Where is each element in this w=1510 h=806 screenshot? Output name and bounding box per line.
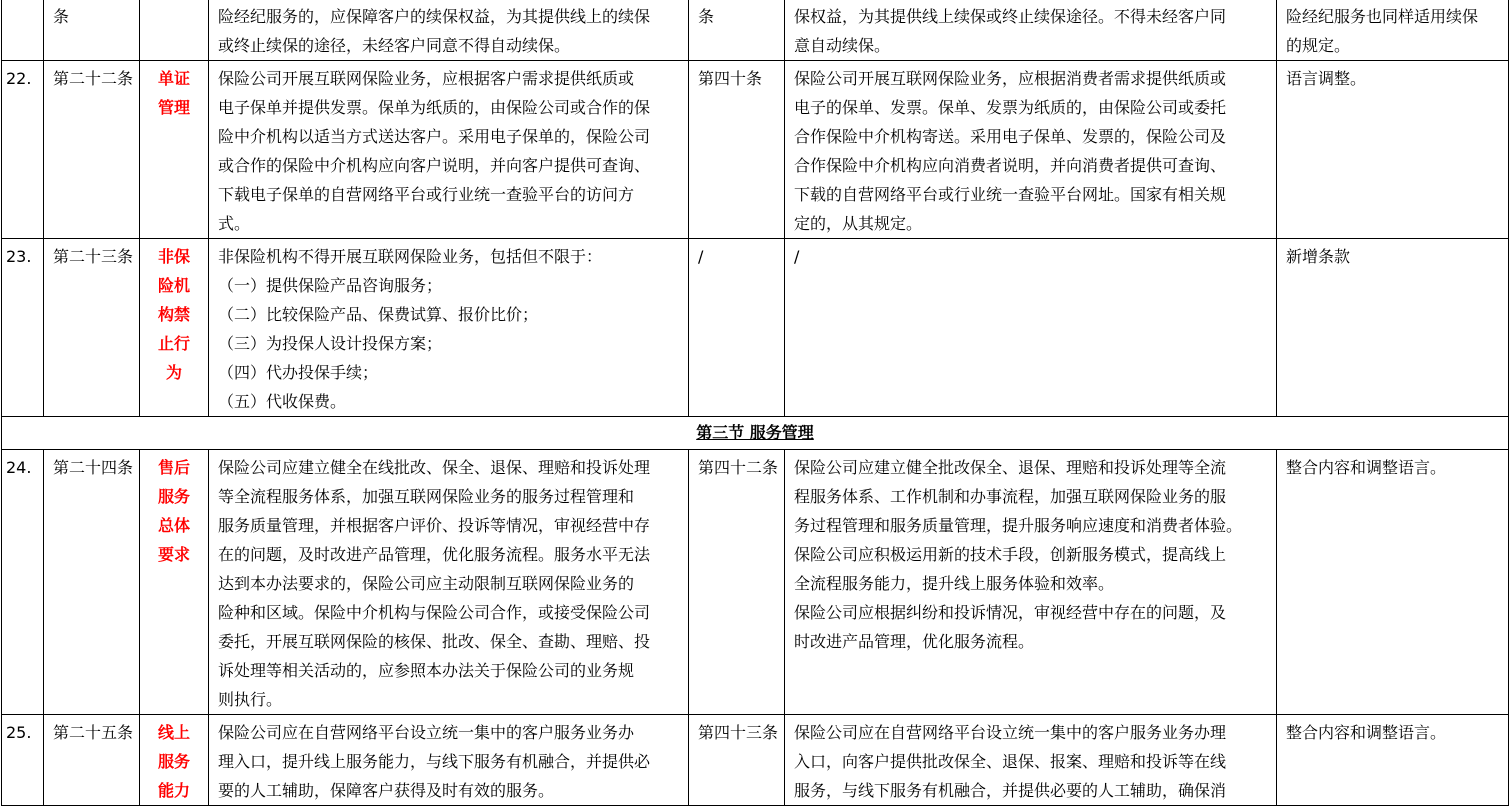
new-article-text-line: 理入口，提升线上服务能力，与线下服务有机融合，并提供必 — [218, 752, 651, 771]
topic-label-line: 要求 — [157, 545, 190, 564]
new-article-text-line: 保险公司应在自营网络平台设立统一集中的客户服务业务办 — [218, 723, 635, 742]
old-article-text-cell — [785, 0, 1277, 61]
new-article-text-cell — [209, 0, 689, 61]
old-article-text-line: 保权益，为其提供线上续保或终止续保途径。不得未经客户同 — [794, 7, 1227, 26]
old-article-text-line: 意自动续保。 — [794, 36, 891, 55]
table-row — [2, 450, 1509, 715]
new-article-text-line: 下载电子保单的自营网络平台或行业统一查验平台的访问方 — [218, 185, 635, 204]
table-row — [2, 239, 1509, 417]
new-article-text-line: 或合作的保险中介机构应向客户说明，并向客户提供可查询、 — [218, 156, 651, 175]
row-number-cell — [2, 61, 44, 239]
section-title: 第三节 服务管理 — [696, 423, 814, 442]
topic-label-line: 单证 — [157, 69, 190, 88]
topic-label-cell — [140, 715, 209, 806]
article-number-cell — [44, 450, 140, 715]
new-article-text-cell — [209, 715, 689, 806]
old-article-text-cell — [785, 450, 1277, 715]
old-article-number: 第四十三条 — [698, 723, 779, 742]
old-article-text-line: 合作保险中介机构应向消费者说明，并向消费者提供可查询、 — [794, 156, 1227, 175]
old-article-number-cell — [689, 715, 785, 806]
topic-label-line: 服务 — [157, 752, 190, 771]
old-article-text-line: 全流程服务能力，提升线上服务体验和效率。 — [794, 574, 1115, 593]
topic-label-line: 管理 — [157, 98, 190, 117]
old-article-number: / — [698, 247, 704, 266]
new-article-text-cell — [209, 61, 689, 239]
old-article-text-cell — [785, 715, 1277, 806]
topic-label-line: 能力 — [157, 781, 190, 800]
old-article-text-line: 电子的保单、发票。保单、发票为纸质的，由保险公司或委托 — [794, 98, 1227, 117]
article-number-cell — [44, 0, 140, 61]
article-number: 第二十五条 — [53, 723, 134, 742]
new-article-text-line: 要的人工辅助，保障客户获得及时有效的服务。 — [218, 781, 555, 800]
section-title-cell — [2, 417, 1509, 450]
revision-note-line: 整合内容和调整语言。 — [1286, 458, 1447, 477]
row-number: 25. — [6, 723, 32, 742]
table-body-lower — [2, 450, 1509, 806]
row-number: 22. — [6, 69, 32, 88]
topic-label-cell — [140, 450, 209, 715]
new-article-text-line: 服务质量管理，并根据客户评价、投诉等情况，审视经营中存 — [218, 516, 651, 535]
section-header-row — [2, 417, 1509, 450]
topic-label-line: 止行 — [157, 334, 190, 353]
old-article-text-line: 保险公司开展互联网保险业务，应根据消费者需求提供纸质或 — [794, 69, 1227, 88]
old-article-number: 条 — [698, 7, 715, 26]
topic-label-line: 总体 — [157, 516, 190, 535]
new-article-text-line: （三）为投保人设计投保方案； — [218, 334, 443, 353]
row-number-cell — [2, 450, 44, 715]
old-article-text-line: / — [794, 247, 800, 266]
revision-note-cell — [1277, 715, 1509, 806]
topic-label-line: 服务 — [157, 487, 190, 506]
new-article-text-line: 则执行。 — [218, 690, 283, 709]
new-article-text-line: 保险公司开展互联网保险业务，应根据客户需求提供纸质或 — [218, 69, 635, 88]
new-article-text-line: 达到本办法要求的，保险公司应主动限制互联网保险业务的 — [218, 574, 635, 593]
new-article-text-line: 委托，开展互联网保险的核保、批改、保全、查勘、理赔、投 — [218, 632, 651, 651]
topic-label-line: 构禁 — [157, 305, 190, 324]
topic-label-cell — [140, 61, 209, 239]
revision-note-cell — [1277, 239, 1509, 417]
table-row — [2, 715, 1509, 806]
new-article-text-line: 或终止续保的途径，未经客户同意不得自动续保。 — [218, 36, 571, 55]
new-article-text-cell — [209, 239, 689, 417]
row-number-cell — [2, 239, 44, 417]
new-article-text-line: （五）代收保费。 — [218, 392, 347, 411]
revision-note-line: 险经纪服务也同样适用续保 — [1286, 7, 1479, 26]
old-article-text-line: 保险公司应根据纠纷和投诉情况，审视经营中存在的问题，及 — [794, 603, 1227, 622]
article-number: 第二十三条 — [53, 247, 134, 266]
topic-label-line: 险机 — [157, 276, 190, 295]
article-number: 第二十二条 — [53, 69, 134, 88]
new-article-text-line: 在的问题，及时改进产品管理，优化服务流程。服务水平无法 — [218, 545, 651, 564]
new-article-text-line: 非保险机构不得开展互联网保险业务，包括但不限于： — [218, 247, 603, 266]
new-article-text-cell — [209, 450, 689, 715]
revision-note-line: 新增条款 — [1286, 247, 1351, 266]
new-article-text-line: 险种和区域。保险中介机构与保险公司合作，或接受保险公司 — [218, 603, 651, 622]
old-article-text-line: 务过程管理和服务质量管理，提升服务响应速度和消费者体验。 — [794, 516, 1243, 535]
old-article-text-line: 保险公司应在自营网络平台设立统一集中的客户服务业务办理 — [794, 723, 1227, 742]
comparison-table — [1, 0, 1509, 806]
old-article-text-line: 时改进产品管理，优化服务流程。 — [794, 632, 1035, 651]
old-article-text-cell — [785, 239, 1277, 417]
new-article-text-line: 式。 — [218, 214, 251, 233]
new-article-text-line: 保险公司应建立健全在线批改、保全、退保、理赔和投诉处理 — [218, 458, 651, 477]
old-article-number-cell — [689, 0, 785, 61]
old-article-text-line: 保险公司应积极运用新的技术手段，创新服务模式，提高线上 — [794, 545, 1227, 564]
new-article-text-line: 诉处理等相关活动的，应参照本办法关于保险公司的业务规 — [218, 661, 635, 680]
topic-label-line: 为 — [165, 363, 182, 382]
revision-note-line: 的规定。 — [1286, 36, 1351, 55]
table-body-upper — [2, 0, 1509, 417]
new-article-text-line: 电子保单并提供发票。保单为纸质的，由保险公司或合作的保 — [218, 98, 651, 117]
old-article-number-cell — [689, 450, 785, 715]
new-article-text-line: 险中介机构以适当方式送达客户。采用电子保单的，保险公司 — [218, 127, 651, 146]
row-number-cell — [2, 715, 44, 806]
new-article-text-line: 险经纪服务的，应保障客户的续保权益，为其提供线上的续保 — [218, 7, 651, 26]
old-article-text-line: 合作保险中介机构寄送。采用电子保单、发票的，保险公司及 — [794, 127, 1227, 146]
article-number-cell — [44, 715, 140, 806]
old-article-number-cell — [689, 239, 785, 417]
new-article-text-line: （四）代办投保手续； — [218, 363, 379, 382]
old-article-text-line: 下载的自营网络平台或行业统一查验平台网址。国家有相关规 — [794, 185, 1227, 204]
new-article-text-line: （二）比较保险产品、保费试算、报价比价； — [218, 305, 539, 324]
old-article-number: 第四十条 — [698, 69, 763, 88]
old-article-text-cell — [785, 61, 1277, 239]
article-number-cell — [44, 61, 140, 239]
topic-label-cell — [140, 0, 209, 61]
old-article-text-line: 服务，与线下服务有机融合，并提供必要的人工辅助，确保消 — [794, 781, 1227, 800]
revision-note-cell — [1277, 61, 1509, 239]
topic-label-cell — [140, 239, 209, 417]
new-article-text-line: （一）提供保险产品咨询服务； — [218, 276, 443, 295]
new-article-text-line: 等全流程服务体系，加强互联网保险业务的服务过程管理和 — [218, 487, 635, 506]
topic-label-line: 线上 — [157, 723, 190, 742]
revision-note-line: 整合内容和调整语言。 — [1286, 723, 1447, 742]
row-number: 23. — [6, 247, 32, 266]
old-article-text-line: 定的，从其规定。 — [794, 214, 923, 233]
row-number-cell — [2, 0, 44, 61]
old-article-text-line: 保险公司应建立健全批改保全、退保、理赔和投诉处理等全流 — [794, 458, 1227, 477]
revision-note-line: 语言调整。 — [1286, 69, 1367, 88]
row-number: 24. — [6, 458, 32, 477]
old-article-text-line: 程服务体系、工作机制和办事流程，加强互联网保险业务的服 — [794, 487, 1227, 506]
article-number-cell — [44, 239, 140, 417]
old-article-number-cell — [689, 61, 785, 239]
article-number: 条 — [53, 7, 70, 26]
revision-note-cell — [1277, 0, 1509, 61]
table-row — [2, 0, 1509, 61]
topic-label-line: 非保 — [157, 247, 190, 266]
article-number: 第二十四条 — [53, 458, 134, 477]
old-article-text-line: 入口，向客户提供批改保全、退保、报案、理赔和投诉等在线 — [794, 752, 1227, 771]
topic-label-line: 售后 — [157, 458, 190, 477]
table-row — [2, 61, 1509, 239]
old-article-number: 第四十二条 — [698, 458, 779, 477]
revision-note-cell — [1277, 450, 1509, 715]
